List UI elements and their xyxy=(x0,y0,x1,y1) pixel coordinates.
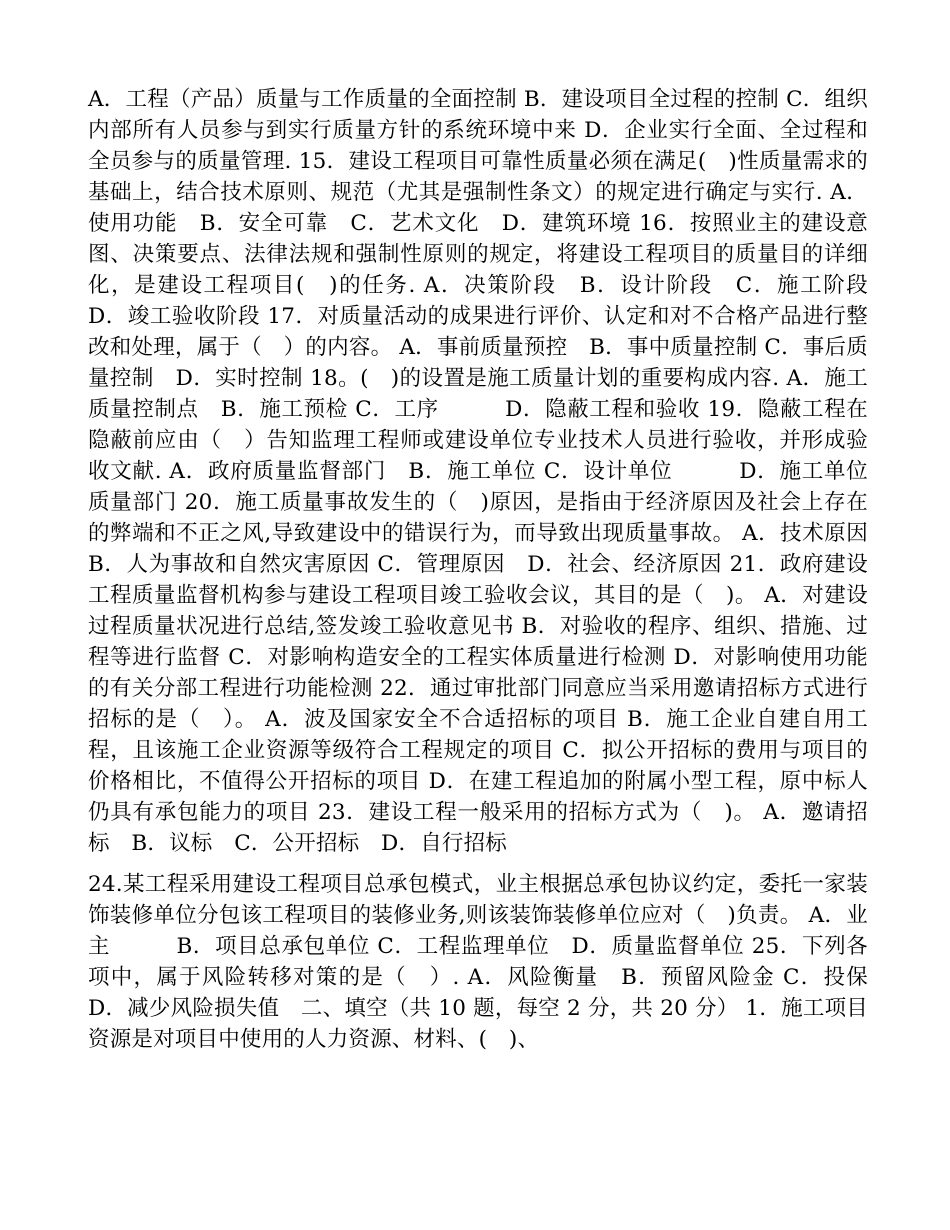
document-paragraph-2: 24.某工程采用建设工程项目总承包模式，业主根据总承包协议约定，委托一家装饰装修单位分包该工程项目的装修业务,则该装饰装修单位应对（ )负责。 A．业主 B．项目总承包单位 C．工程监理单位 D．质量监督单位 25．下列各项中，属于风险转移对策的是（ ）. A．风险衡量 B．预留风险金 C．投保 D．减少风险损失值 二、填空（共 10 题，每空 2 分，共 20 分） 1．施工项目资源是对项目中使用的人力资源、材料、( )、 xyxy=(88,872,912,1052)
document-page xyxy=(88,84,912,1055)
document-paragraph-1: A．工程（产品）质量与工作质量的全面控制 B．建设项目全过程的控制 C．组织内部所有人员参与到实行质量方针的系统环境中来 D．企业实行全面、全过程和全员参与的质量管理. 15．建设工程项目可靠性质量必须在满足( )性质量需求的基础上，结合技术原则、规范（尤其是强制性条文）的规定进行确定与实行. A．使用功能 B．安全可靠 C．艺术文化 D．建筑环境 16．按照业主的建设意图、决策要点、法律法规和强制性原则的规定，将建设工程项目的质量目的详细化，是建设工程项目( )的任务. A．决策阶段 B．设计阶段 C．施工阶段 D．竣工验收阶段 17．对质量活动的成果进行评价、认定和对不合格产品进行整改和处理，属于（ ）的内容。 A．事前质量预控 B．事中质量控制 C．事后质量控制 D．实时控制 18。( )的设置是施工质量计划的重要构成内容. A．施工质量控制点 B．施工预检 C．工序 D．隐蔽工程和验收 19．隐蔽工程在隐蔽前应由（ ）告知监理工程师或建设单位专业技术人员进行验收，并形成验收文献. A．政府质量监督部门 B．施工单位 C．设计单位 D．施工单位质量部门 20．施工质量事故发生的（ )原因，是指由于经济原因及社会上存在的弊端和不正之风,导致建设中的错误行为，而导致出现质量事故。 A．技术原因 B．人为事故和自然灾害原因 C．管理原因 D．社会、经济原因 21．政府建设工程质量监督机构参与建设工程项目竣工验收会议，其目的是（ )。 A．对建设过程质量状况进行总结,签发竣工验收意见书 B．对验收的程序、组织、措施、过程等进行监督 C．对影响构造安全的工程实体质量进行检测 D．对影响使用功能的有关分部工程进行功能检测 22．通过审批部门同意应当采用邀请招标方式进行招标的是（ ）。 A．波及国家安全不合适招标的项目 B．施工企业自建自用工程，且该施工企业资源等级符合工程规定的项目 C．拟公开招标的费用与项目的价格相比，不值得公开招标的项目 D．在建工程追加的附属小型工程，原中标人仍具有承包能力的项目 23．建设工程一般采用的招标方式为（ )。 A．邀请招标 B．议标 C．公开招标 D．自行招标 xyxy=(88,87,890,856)
